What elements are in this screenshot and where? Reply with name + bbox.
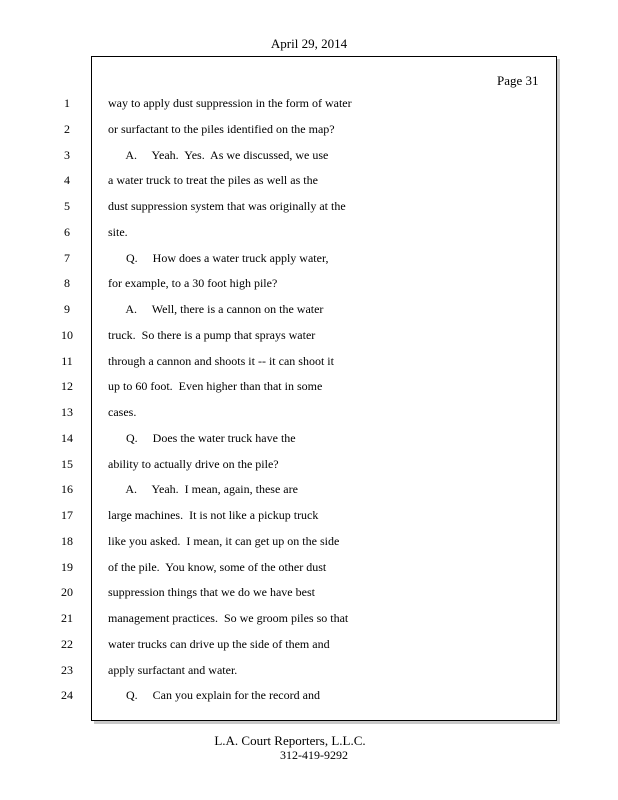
transcript-line-text: cases. (108, 405, 137, 419)
transcript-line-text: truck. So there is a pump that sprays water (108, 328, 316, 342)
line-number: 20 (61, 585, 73, 599)
line-number: 3 (64, 148, 70, 162)
line-number: 17 (61, 508, 73, 522)
transcript-line-text: Q. Can you explain for the record and (108, 688, 320, 702)
line-number: 7 (64, 251, 70, 265)
line-number: 2 (64, 122, 70, 136)
transcript-line-text: water trucks can drive up the side of them and (108, 637, 330, 651)
transcript-line-text: a water truck to treat the piles as well as the (108, 173, 318, 187)
line-number: 1 (64, 96, 70, 110)
transcript-line-text: like you asked. I mean, it can get up on the side (108, 534, 340, 548)
reporter-company: L.A. Court Reporters, L.L.C. (214, 733, 366, 748)
line-number: 8 (64, 276, 70, 290)
line-number: 19 (61, 560, 73, 574)
transcript-line-text: management practices. So we groom piles so that (108, 611, 349, 625)
transcript-line-text: A. Well, there is a cannon on the water (108, 302, 324, 316)
line-number: 12 (61, 379, 73, 393)
transcript-line-text: ability to actually drive on the pile? (108, 457, 279, 471)
line-number: 24 (61, 688, 73, 702)
transcript-line-text: or surfactant to the piles identified on the map? (108, 122, 335, 136)
line-number: 15 (61, 457, 73, 471)
line-number: 13 (61, 405, 73, 419)
transcript-date: April 29, 2014 (270, 36, 348, 51)
line-number: 9 (64, 302, 70, 316)
page-number: Page 31 (497, 73, 539, 88)
transcript-line-text: suppression things that we do we have best (108, 585, 315, 599)
line-number: 23 (61, 663, 73, 677)
transcript-line-text: of the pile. You know, some of the other dust (108, 560, 327, 574)
transcript-line-text: large machines. It is not like a pickup truck (108, 508, 319, 522)
transcript-line-text: Q. How does a water truck apply water, (108, 251, 329, 265)
line-number: 14 (61, 431, 73, 445)
line-number: 21 (61, 611, 73, 625)
line-number: 6 (64, 225, 70, 239)
transcript-line-text: through a cannon and shoots it -- it can shoot it (108, 354, 334, 368)
line-number: 22 (61, 637, 73, 651)
transcript-line-text: way to apply dust suppression in the form of water (108, 96, 352, 110)
transcript-line-text: apply surfactant and water. (108, 663, 238, 677)
reporter-phone: 312-419-9292 (280, 748, 348, 762)
transcript-line-text: A. Yeah. I mean, again, these are (108, 482, 298, 496)
transcript-line-text: up to 60 foot. Even higher than that in some (108, 379, 323, 393)
line-number: 4 (64, 173, 70, 187)
line-number: 16 (61, 482, 73, 496)
line-number: 5 (64, 199, 70, 213)
line-number: 18 (61, 534, 73, 548)
transcript-line-text: dust suppression system that was originally at the (108, 199, 346, 213)
transcript-line-text: site. (108, 225, 128, 239)
transcript-line-text: Q. Does the water truck have the (108, 431, 296, 445)
transcript-line-text: for example, to a 30 foot high pile? (108, 276, 278, 290)
transcript-line-text: A. Yeah. Yes. As we discussed, we use (108, 148, 329, 162)
line-number: 10 (61, 328, 73, 342)
line-number: 11 (61, 354, 73, 368)
